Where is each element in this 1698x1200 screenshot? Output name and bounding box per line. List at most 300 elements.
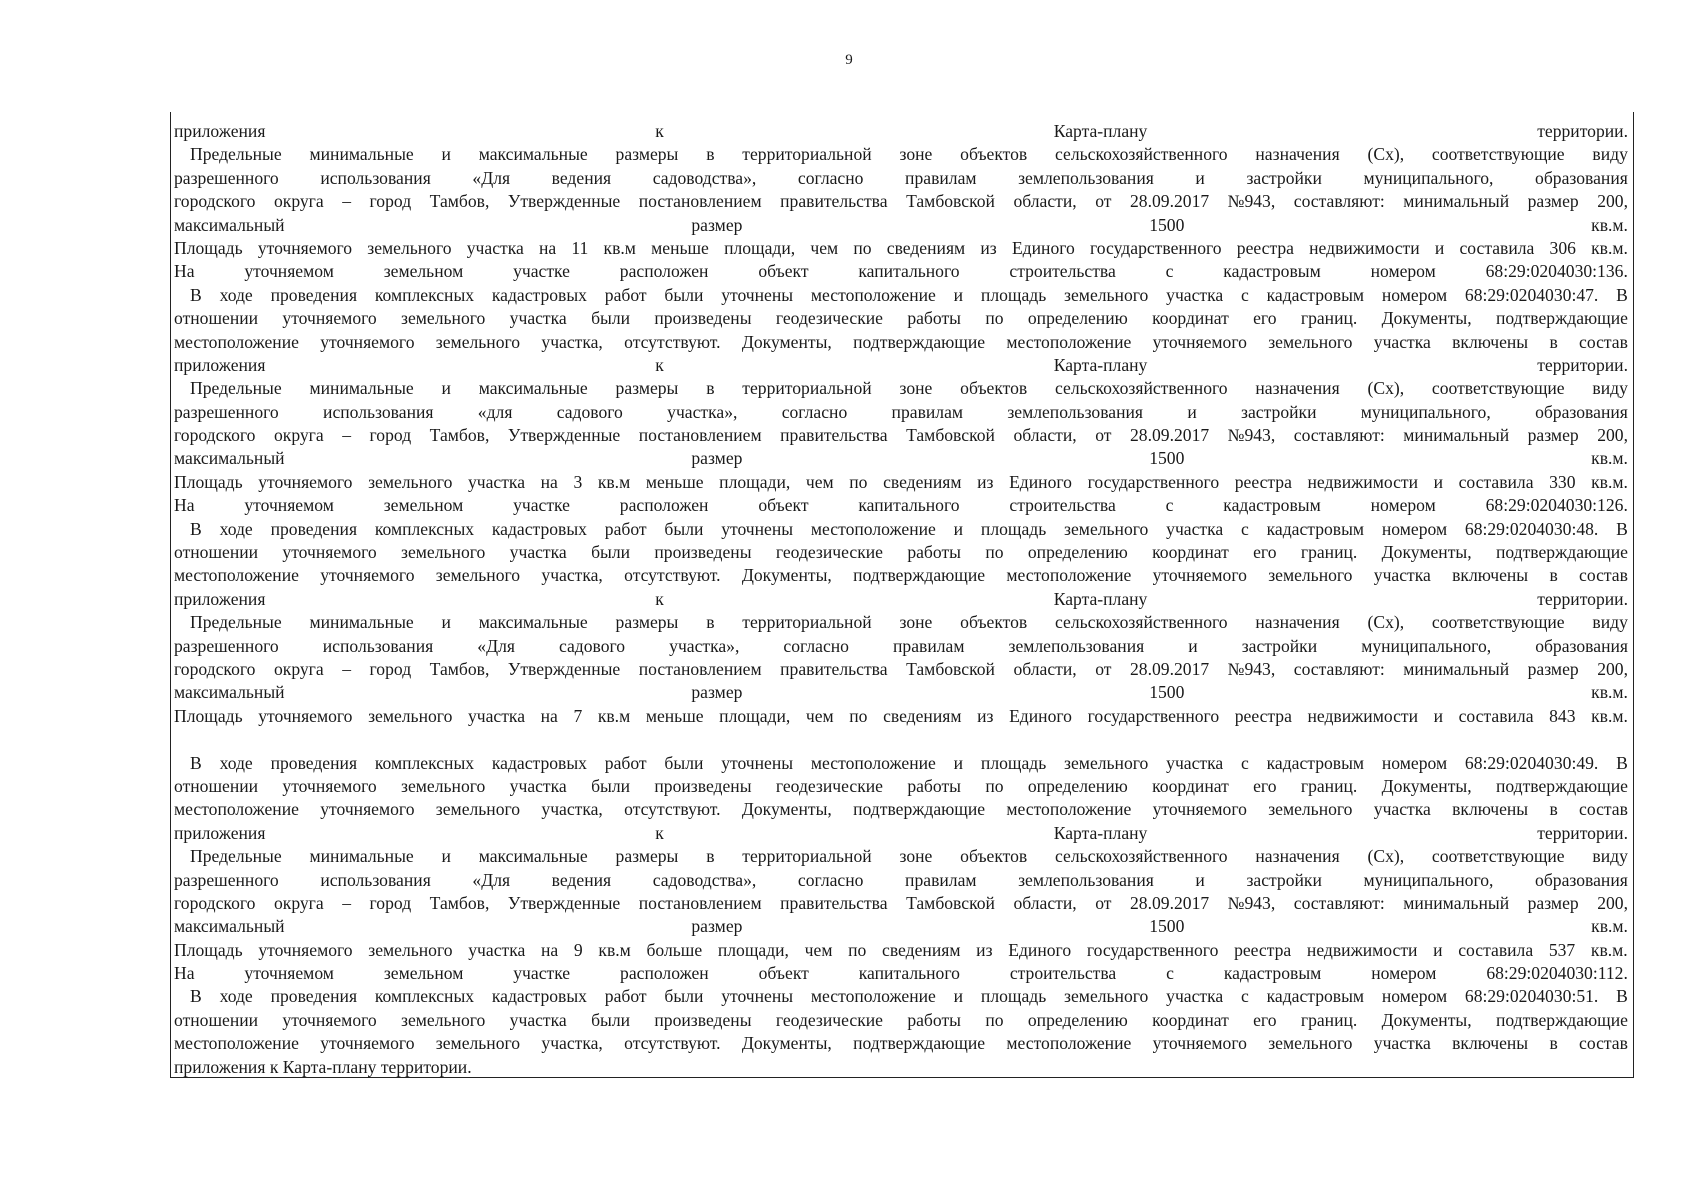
- word: отношении: [174, 308, 259, 329]
- word: использования: [322, 635, 434, 656]
- word: составляют:: [1293, 425, 1385, 446]
- word: границ.: [1300, 308, 1358, 329]
- word: земельного: [1268, 565, 1353, 586]
- word: Карта-плану: [1053, 588, 1148, 609]
- word: местоположение: [810, 752, 936, 773]
- word: границ.: [1300, 775, 1358, 796]
- word: и: [1187, 401, 1197, 422]
- word: соответствующие: [1431, 846, 1565, 867]
- word: назначения: [1255, 378, 1340, 399]
- word: местоположение: [1006, 565, 1132, 586]
- word: чем: [805, 705, 834, 726]
- word: кв.м: [597, 705, 631, 726]
- word: уточняемого: [258, 471, 353, 492]
- word: области,: [1013, 658, 1077, 679]
- word: проведения: [270, 284, 358, 305]
- word: Тамбов,: [429, 892, 490, 913]
- word: Площадь: [174, 237, 243, 258]
- word: проведения: [270, 752, 358, 773]
- word: сельскохозяйственного: [1055, 378, 1228, 399]
- word: земельного: [435, 331, 521, 352]
- word: Тамбовской: [906, 191, 995, 212]
- word: уточняемого: [1152, 565, 1247, 586]
- word: геодезические: [775, 308, 883, 329]
- word: 3: [573, 471, 583, 492]
- word: территориальной: [742, 612, 872, 633]
- word: подтверждающие: [853, 1033, 986, 1054]
- word: –: [342, 892, 352, 913]
- word: произведены: [654, 542, 752, 563]
- word: приложения: [174, 588, 266, 609]
- word: муниципального,: [1361, 635, 1492, 656]
- word: участка,: [541, 1033, 603, 1054]
- word: участка»,: [667, 401, 738, 422]
- word: чем: [804, 939, 833, 960]
- word: меньше: [645, 705, 704, 726]
- text-line: [174, 284, 1628, 307]
- word: земельного: [1064, 986, 1149, 1007]
- text-line: [174, 915, 1628, 938]
- word: Документы,: [741, 331, 832, 352]
- word: «Для: [477, 635, 515, 656]
- word: город: [369, 892, 412, 913]
- word: площади,: [717, 939, 789, 960]
- word: участка: [1373, 331, 1431, 352]
- word: 200,: [1597, 425, 1628, 446]
- word: виду: [1592, 846, 1628, 867]
- word: Единого: [1009, 705, 1072, 726]
- word: по: [849, 471, 868, 492]
- word: составляют:: [1293, 658, 1385, 679]
- word: участка,: [541, 331, 603, 352]
- word: постановлением: [638, 658, 762, 679]
- word: участка,: [541, 565, 603, 586]
- word: максимальные: [478, 144, 588, 165]
- word: кв.м: [597, 471, 631, 492]
- word: округа: [273, 658, 324, 679]
- word: определению: [1027, 775, 1128, 796]
- word: включены: [1452, 565, 1529, 586]
- word: участка: [466, 237, 524, 258]
- word: ведения: [551, 869, 612, 890]
- word: округа: [273, 191, 324, 212]
- word: подтверждающие: [1495, 1009, 1628, 1030]
- word: и: [1433, 705, 1444, 726]
- word: в: [706, 612, 715, 633]
- word: отсутствуют.: [624, 799, 721, 820]
- word: минимальные: [309, 612, 414, 633]
- word: к: [655, 822, 664, 843]
- word: Карта-плану: [1053, 822, 1148, 843]
- word: кв.м.: [1591, 448, 1628, 469]
- word: округа: [273, 425, 324, 446]
- word: отношении: [174, 542, 259, 563]
- word: город: [369, 658, 412, 679]
- word: и: [1195, 167, 1205, 188]
- word: кадастровым: [1266, 752, 1365, 773]
- word: работы: [907, 1009, 961, 1030]
- word: определению: [1027, 542, 1128, 563]
- word: минимальные: [309, 144, 414, 165]
- word: минимальные: [309, 846, 414, 867]
- word: номером: [1381, 752, 1448, 773]
- word: №943,: [1227, 425, 1276, 446]
- word: были: [591, 542, 631, 563]
- word: строительства: [1009, 495, 1116, 516]
- word: участка: [1373, 1033, 1431, 1054]
- word: Единого: [1008, 939, 1072, 960]
- word: и: [953, 284, 964, 305]
- word: кадастровых: [491, 986, 587, 1007]
- text-line: [174, 143, 1628, 166]
- word: Единого: [1009, 471, 1072, 492]
- word: подтверждающие: [853, 565, 986, 586]
- word: 9: [573, 939, 583, 960]
- word: 1500: [1149, 916, 1185, 937]
- word: и: [953, 518, 964, 539]
- word: кадастровых: [491, 518, 587, 539]
- word: работ: [604, 518, 647, 539]
- text-line: [174, 1009, 1628, 1032]
- text-line: [174, 494, 1628, 517]
- word: земельного: [1268, 799, 1353, 820]
- word: уточнены: [721, 752, 794, 773]
- word: чем: [810, 237, 839, 258]
- word: правительства: [780, 892, 888, 913]
- word: уточняемом: [244, 495, 334, 516]
- page-number: 9: [845, 52, 853, 68]
- word: максимальные: [478, 846, 588, 867]
- word: 1500: [1149, 682, 1185, 703]
- word: комплексных: [374, 986, 475, 1007]
- word: Документы,: [1381, 308, 1472, 329]
- word: расположен: [619, 495, 709, 516]
- text-line: [174, 307, 1628, 330]
- text-line: [174, 752, 1628, 775]
- word: подтверждающие: [1495, 308, 1628, 329]
- word: размер: [691, 214, 743, 235]
- word: максимальные: [478, 612, 588, 633]
- word: реестра: [1234, 939, 1292, 960]
- word: и: [1195, 869, 1205, 890]
- word: застройки: [1241, 635, 1318, 656]
- word: Утвержденные: [507, 425, 621, 446]
- word: земельного: [401, 775, 486, 796]
- word: землепользования: [1018, 167, 1154, 188]
- word: использования: [320, 167, 431, 188]
- text-line: [174, 541, 1628, 564]
- word: №943,: [1227, 658, 1276, 679]
- word: объектов: [960, 612, 1028, 633]
- word: номером: [1371, 963, 1437, 984]
- word: участка: [509, 775, 567, 796]
- word: капитального: [858, 261, 960, 282]
- word: уточняемого: [320, 331, 415, 352]
- word: земельного: [435, 1033, 521, 1054]
- text-line: [174, 681, 1628, 704]
- word: участка: [509, 1009, 567, 1030]
- word: кв.м.: [1591, 471, 1628, 492]
- word: в: [706, 378, 715, 399]
- word: муниципального,: [1363, 167, 1494, 188]
- word: территориальной: [742, 144, 872, 165]
- word: объект: [758, 963, 809, 984]
- word: включены: [1452, 1033, 1529, 1054]
- word: и: [441, 846, 451, 867]
- word: садового: [556, 401, 623, 422]
- word: размеры: [615, 612, 679, 633]
- word: 68:29:0204030:51.: [1464, 986, 1599, 1007]
- word: размер: [1527, 425, 1579, 446]
- word: Площадь: [174, 939, 243, 960]
- word: 11: [571, 237, 589, 258]
- word: местоположение: [174, 565, 299, 586]
- word: 330: [1549, 471, 1576, 492]
- word: ведения: [551, 167, 612, 188]
- word: его: [1253, 542, 1277, 563]
- word: Тамбовской: [906, 658, 995, 679]
- word: работы: [907, 308, 961, 329]
- word: уточняемого: [258, 705, 353, 726]
- word: были: [664, 986, 704, 1007]
- word: городского: [174, 191, 256, 212]
- word: по: [985, 542, 1004, 563]
- word: Карта-плану: [1053, 354, 1148, 375]
- word: меньше: [651, 237, 709, 258]
- text-line: [174, 962, 1628, 985]
- word: правительства: [780, 191, 888, 212]
- word: №943,: [1227, 191, 1276, 212]
- word: государственного: [1086, 939, 1219, 960]
- text-line: [174, 260, 1628, 283]
- word: определению: [1027, 1009, 1128, 1030]
- word: области,: [1013, 892, 1077, 913]
- word: Утвержденные: [507, 191, 621, 212]
- word: максимальный: [174, 682, 285, 703]
- word: 306: [1549, 237, 1576, 258]
- word: площадь: [980, 518, 1047, 539]
- word: номером: [1381, 986, 1448, 1007]
- word: номером: [1381, 518, 1448, 539]
- word: земельного: [1064, 752, 1149, 773]
- word: Документы,: [1381, 775, 1472, 796]
- word: минимальный: [1403, 658, 1510, 679]
- word: области,: [1013, 425, 1077, 446]
- word: составила: [1458, 939, 1534, 960]
- word: отсутствуют.: [624, 565, 721, 586]
- word: Документы,: [741, 565, 832, 586]
- word: по: [985, 1009, 1004, 1030]
- text-line: [174, 190, 1628, 213]
- word: недвижимости: [1309, 237, 1420, 258]
- word: виду: [1592, 612, 1628, 633]
- word: уточняемого: [258, 939, 353, 960]
- word: его: [1253, 1009, 1277, 1030]
- word: Утвержденные: [507, 658, 621, 679]
- word: уточнены: [721, 518, 794, 539]
- word: номером: [1381, 284, 1448, 305]
- word: его: [1253, 308, 1277, 329]
- word: с: [1241, 518, 1249, 539]
- word: приложения: [174, 354, 266, 375]
- word: максимальный: [174, 214, 285, 235]
- word: территории.: [1537, 354, 1628, 375]
- word: садоводства»,: [652, 869, 757, 890]
- word: геодезические: [775, 1009, 883, 1030]
- word: –: [342, 425, 352, 446]
- word: недвижимости: [1307, 471, 1419, 492]
- word: ходе: [219, 986, 253, 1007]
- word: кадастровым: [1223, 963, 1322, 984]
- word: постановлением: [638, 425, 762, 446]
- word: земельного: [368, 939, 453, 960]
- word: постановлением: [638, 191, 762, 212]
- word: работы: [907, 775, 961, 796]
- word: были: [664, 284, 704, 305]
- word: проведения: [270, 986, 358, 1007]
- word: включены: [1452, 799, 1529, 820]
- word: земельного: [401, 542, 486, 563]
- word: области,: [1013, 191, 1077, 212]
- word: уточнены: [721, 986, 794, 1007]
- word: минимальный: [1403, 892, 1510, 913]
- word: государственного: [1087, 705, 1220, 726]
- word: участка: [1166, 284, 1224, 305]
- word: и: [1433, 471, 1444, 492]
- word: уточняемого: [320, 565, 415, 586]
- word: объект: [758, 495, 809, 516]
- word: разрешенного: [174, 869, 279, 890]
- word: город: [369, 191, 412, 212]
- word: виду: [1592, 378, 1628, 399]
- text-line: [174, 471, 1628, 494]
- word: сведениям: [886, 237, 966, 258]
- word: работы: [907, 542, 961, 563]
- word: 1500: [1149, 214, 1185, 235]
- word: в: [1549, 331, 1558, 352]
- word: участка: [1166, 986, 1224, 1007]
- word: номером: [1370, 495, 1436, 516]
- word: образования: [1535, 167, 1628, 188]
- word: были: [591, 1009, 631, 1030]
- word: отсутствуют.: [624, 331, 721, 352]
- word: с: [1165, 261, 1174, 282]
- word: составила: [1459, 237, 1535, 258]
- word: произведены: [654, 308, 752, 329]
- word: реестра: [1234, 471, 1292, 492]
- text-line: [174, 869, 1628, 892]
- word: соответствующие: [1431, 378, 1565, 399]
- word: по: [985, 775, 1004, 796]
- word: назначения: [1255, 144, 1340, 165]
- word: территориальной: [742, 846, 872, 867]
- word: В: [190, 518, 202, 539]
- word: участка: [509, 308, 567, 329]
- word: участке: [513, 261, 570, 282]
- word: отношении: [174, 775, 259, 796]
- word: 68:29:0204030:136.: [1485, 261, 1628, 282]
- word: кв.м: [603, 237, 636, 258]
- word: координат: [1152, 308, 1229, 329]
- word: местоположение: [810, 518, 936, 539]
- word: приложения: [174, 822, 266, 843]
- word: правилам: [893, 635, 965, 656]
- word: участка»,: [669, 635, 740, 656]
- word: объектов: [960, 378, 1028, 399]
- word: строительства: [1009, 261, 1116, 282]
- word: по: [849, 705, 868, 726]
- word: произведены: [654, 1009, 752, 1030]
- word: проведения: [270, 518, 358, 539]
- word: геодезические: [775, 542, 883, 563]
- word: В: [190, 986, 202, 1007]
- text-line: [174, 939, 1628, 962]
- word: 28.09.2017: [1129, 425, 1210, 446]
- word: и: [441, 144, 451, 165]
- word: –: [342, 658, 352, 679]
- word: из: [976, 939, 993, 960]
- word: и: [1188, 635, 1198, 656]
- word: размер: [1527, 191, 1579, 212]
- word: координат: [1152, 542, 1229, 563]
- word: расположен: [620, 963, 709, 984]
- word: произведены: [654, 775, 752, 796]
- text-line: [174, 447, 1628, 470]
- word: соответствующие: [1431, 612, 1565, 633]
- word: площадь: [980, 284, 1047, 305]
- word: участка: [468, 939, 526, 960]
- word: кв.м.: [1591, 237, 1628, 258]
- word: комплексных: [374, 284, 475, 305]
- word: кв.м.: [1591, 682, 1628, 703]
- word: с: [1241, 752, 1249, 773]
- word: правилам: [891, 401, 964, 422]
- word: на: [540, 471, 558, 492]
- text-line: [174, 214, 1628, 237]
- word: 28.09.2017: [1129, 892, 1210, 913]
- word: комплексных: [374, 752, 475, 773]
- word: городского: [174, 892, 256, 913]
- word: (Сх),: [1367, 378, 1405, 399]
- word: На: [174, 963, 195, 984]
- word: кв.м.: [1590, 939, 1628, 960]
- word: уточняемого: [257, 237, 353, 258]
- word: участке: [513, 963, 571, 984]
- word: реестра: [1236, 237, 1294, 258]
- text-line: [174, 354, 1628, 377]
- word: по: [853, 237, 872, 258]
- word: использования: [323, 401, 434, 422]
- word: уточняемого: [282, 1009, 377, 1030]
- word: уточняемого: [320, 799, 415, 820]
- word: больше: [646, 939, 703, 960]
- text-line: [174, 822, 1628, 845]
- word: застройки: [1246, 869, 1322, 890]
- word: ходе: [219, 284, 253, 305]
- text-line: [174, 564, 1628, 587]
- word: объектов: [960, 144, 1028, 165]
- word: земельного: [435, 799, 521, 820]
- word: меньше: [645, 471, 704, 492]
- word: и: [953, 986, 964, 1007]
- word: (Сх),: [1367, 612, 1405, 633]
- word: минимальный: [1403, 425, 1510, 446]
- word: и: [953, 752, 964, 773]
- word: Тамбов,: [429, 425, 490, 446]
- word: 68:29:0204030:49.: [1464, 752, 1599, 773]
- word: 28.09.2017: [1129, 658, 1210, 679]
- word: и: [441, 612, 451, 633]
